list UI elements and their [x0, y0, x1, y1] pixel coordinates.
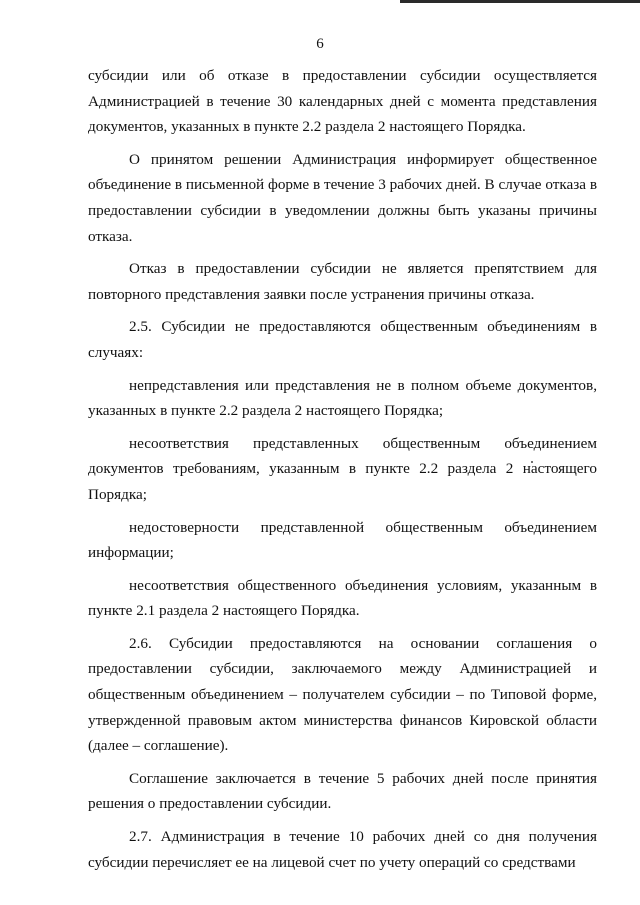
paragraph-2-6: 2.6. Субсидии предоставляются на основании соглашения о предоставлении субсидии, заключаемого между Администрацией и общественным объединением – получателем субсидии – по Типовой форме, утвержденной правовым актом министерства финансов Кировской области (далее – соглашение).: [88, 634, 597, 755]
paragraph-decision-notice: О принятом решении Администрация информирует общественное объединение в письменной форме в течение 3 рабочих дней. В случае отказа в предоставлении субсидии в уведомлении должны быть указаны причины отказа.: [88, 150, 597, 245]
list-item-non-compliance-conditions: несоответствия общественного объединения условиям, указанным в пункте 2.1 раздела 2 настоящего Порядка.: [88, 576, 597, 620]
paragraph-continuation: субсидии или об отказе в предоставлении субсидии осуществляется Администрацией в течение 30 календарных дней с момента представления документов, указанных в пункте 2.2 раздела 2 настоящего Порядка.: [88, 67, 597, 136]
paragraph-refusal-reapply: Отказ в предоставлении субсидии не является препятствием для повторного представления заявки после устранения причины отказа.: [88, 260, 597, 303]
scan-edge-line: [400, 0, 640, 3]
list-item-non-submission: непредставления или представления не в полном объеме документов, указанных в пункте 2.2 раздела 2 настоящего Порядка;: [88, 376, 597, 420]
list-item-non-compliance-documents: несоответствия представленных общественным объединением документов требованиям, указанным в пункте 2.2 раздела 2 настоящего Порядка;: [88, 434, 597, 503]
paragraph-2-7: 2.7. Администрация в течение 10 рабочих дней со дня получения субсидии перечисляет ее на лицевой счет по учету операций со средствами: [88, 828, 597, 871]
list-item-inaccurate-information: недостоверности представленной общественным объединением информации;: [88, 518, 597, 562]
paragraph-2-5: 2.5. Субсидии не предоставляются общественным объединениям в случаях:: [88, 318, 597, 361]
paragraph-agreement-term: Соглашение заключается в течение 5 рабочих дней после принятия решения о предоставлении субсидии.: [88, 769, 597, 813]
page-number: 6: [316, 36, 324, 52]
document-body: [88, 63, 597, 875]
